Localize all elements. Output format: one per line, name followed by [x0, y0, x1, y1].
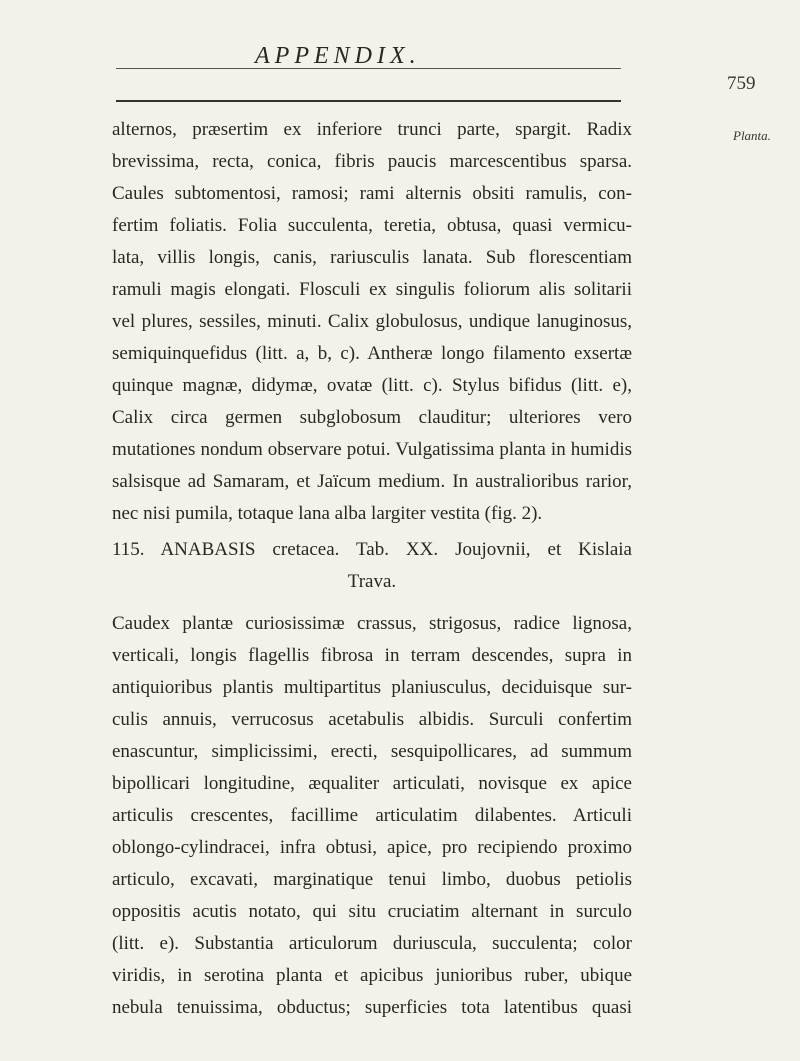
running-header-title: APPENDIX.: [255, 43, 421, 69]
body-line: bipollicari longitudine, æqualiter articulati, novisque ex apice: [112, 773, 632, 794]
body-line: vel plures, sessiles, minuti. Calix globulosus, undique lanuginosus,: [112, 311, 632, 332]
body-line: brevissima, recta, conica, fibris paucis marcescentibus sparsa.: [112, 151, 632, 172]
body-line: oppositis acutis notato, qui situ cruciatim alternant in surculo: [112, 901, 632, 922]
body-line: oblongo-cylindracei, infra obtusi, apice, pro recipiendo proximo: [112, 837, 632, 858]
body-line: quinque magnæ, didymæ, ovatæ (litt. c). Stylus bifidus (litt. e),: [112, 375, 632, 396]
body-line: Caules subtomentosi, ramosi; rami alternis obsiti ramulis, con-: [112, 183, 632, 204]
body-line: Calix circa germen subglobosum clauditur; ulteriores vero: [112, 407, 632, 428]
body-line: articulis crescentes, facillime articulatim dilabentes. Articuli: [112, 805, 632, 826]
body-line: antiquioribus plantis multipartitus planiusculus, deciduisque sur-: [112, 677, 632, 698]
body-line: nec nisi pumila, totaque lana alba largiter vestita (fig. 2).: [112, 503, 543, 524]
body-line: lata, villis longis, canis, rariusculis lanata. Sub florescentiam: [112, 247, 632, 268]
body-line: Caudex plantæ curiosissimæ crassus, strigosus, radice lignosa,: [112, 613, 632, 634]
body-line: semiquinquefidus (litt. a, b, c). Antheræ longo filamento exsertæ: [112, 343, 632, 364]
header-rule-top: [116, 68, 621, 69]
section-heading-continued: Trava.: [347, 571, 397, 592]
page-number: 759: [727, 73, 756, 94]
body-line: viridis, in serotina planta et apicibus junioribus ruber, ubique: [112, 965, 632, 986]
body-line: articulo, excavati, marginatique tenui limbo, duobus petiolis: [112, 869, 632, 890]
marginal-note: Planta.: [733, 128, 771, 143]
body-line: nebula tenuissima, obductus; superficies tota latentibus quasi: [112, 997, 632, 1018]
body-line: salsisque ad Samaram, et Jaïcum medium. In australioribus rarior,: [112, 471, 632, 492]
body-line: fertim foliatis. Folia succulenta, teretia, obtusa, quasi vermicu-: [112, 215, 632, 236]
body-line: verticali, longis flagellis fibrosa in terram descendes, supra in: [112, 645, 632, 666]
section-heading: 115. ANABASIS cretacea. Tab. XX. Joujovnii, et Kislaia: [112, 539, 632, 560]
body-line: culis annuis, verrucosus acetabulis albidis. Surculi confertim: [112, 709, 632, 730]
body-line: enascuntur, simplicissimi, erecti, sesquipollicares, ad summum: [112, 741, 632, 762]
body-line: mutationes nondum observare potui. Vulgatissima planta in humidis: [112, 439, 632, 460]
header-rule-bottom: [116, 100, 621, 102]
body-line: alternos, præsertim ex inferiore trunci parte, spargit. Radix: [112, 119, 632, 140]
body-line: (litt. e). Substantia articulorum duriuscula, succulenta; color: [112, 933, 632, 954]
body-line: ramuli magis elongati. Flosculi ex singulis foliorum alis solitarii: [112, 279, 632, 300]
